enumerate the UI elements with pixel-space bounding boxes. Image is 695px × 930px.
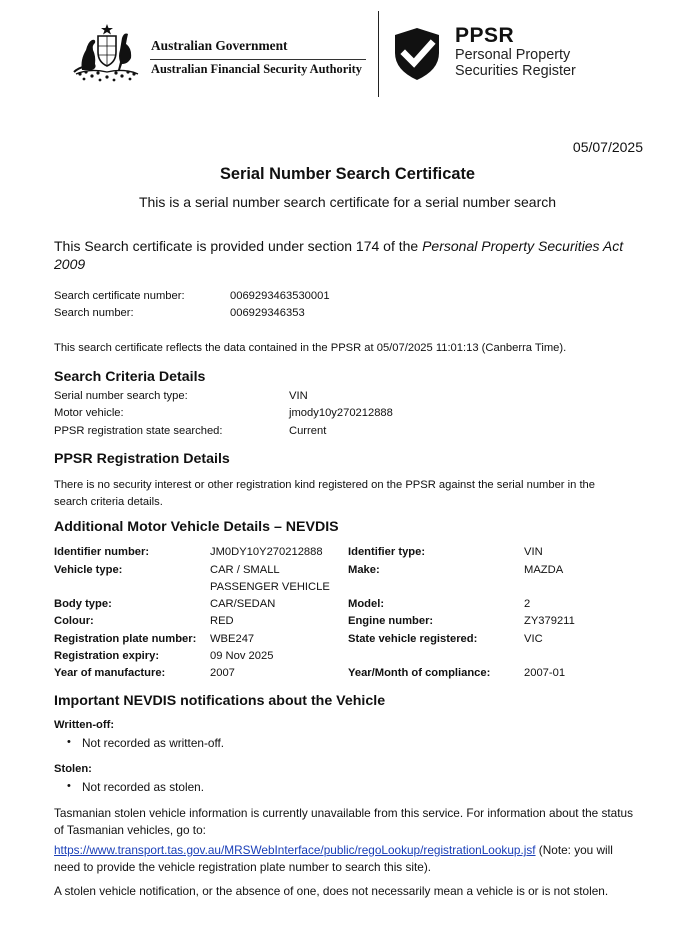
nevdis-value: 2007 bbox=[210, 667, 235, 679]
nevdis-value: VIC bbox=[524, 633, 543, 645]
intro-paragraph bbox=[54, 237, 654, 273]
shield-check-icon bbox=[391, 26, 443, 82]
nevdis-label: Engine number: bbox=[348, 615, 434, 627]
nevdis-label: Body type: bbox=[54, 598, 112, 610]
nevdis-value: MAZDA bbox=[524, 564, 564, 576]
nevdis-value: WBE247 bbox=[210, 633, 255, 645]
criteria-label: Motor vehicle: bbox=[54, 407, 124, 419]
nevdis-value: CAR/SEDAN bbox=[210, 598, 276, 610]
ppsr-line2: Securities Register bbox=[455, 63, 576, 79]
nevdis-label: State vehicle registered: bbox=[348, 633, 478, 645]
tas-note: (Note: you will bbox=[535, 843, 613, 857]
nevdis-value: RED bbox=[210, 615, 234, 627]
list-item: • Not recorded as stolen. bbox=[54, 780, 204, 794]
search-number-value: 006929346353 bbox=[230, 307, 305, 319]
nevdis-value: JM0DY10Y270212888 bbox=[210, 546, 323, 558]
agency-name: Australian Financial Security Authority bbox=[151, 62, 362, 76]
certificate-date: 05/07/2025 bbox=[572, 139, 643, 155]
registration-line: search criteria details. bbox=[54, 496, 163, 508]
intro-text: This Search certificate is provided under section 174 of the bbox=[54, 238, 423, 254]
nevdis-value: CAR / SMALL bbox=[210, 564, 280, 576]
nevdis-label: Registration expiry: bbox=[54, 650, 160, 662]
cert-number-value: 0069293463530001 bbox=[230, 290, 330, 302]
nevdis-label: Year/Month of compliance: bbox=[348, 667, 491, 679]
logo-divider bbox=[150, 59, 366, 60]
nevdis-label: Model: bbox=[348, 598, 385, 610]
page-subtitle: This is a serial number search certificate for a serial number search bbox=[138, 194, 557, 210]
ppsr-acronym: PPSR bbox=[455, 24, 515, 47]
tas-line: of Tasmanian vehicles, go to: bbox=[54, 823, 206, 837]
header-divider bbox=[378, 11, 379, 97]
list-item: • Not recorded as written-off. bbox=[54, 736, 224, 750]
nevdis-label: Year of manufacture: bbox=[54, 667, 166, 679]
nevdis-label: Identifier type: bbox=[348, 546, 426, 558]
ppsr-line1: Personal Property bbox=[455, 47, 571, 63]
act-year: 2009 bbox=[54, 256, 86, 272]
tas-line: Tasmanian stolen vehicle information is currently unavailable from this service. For information about the status bbox=[54, 806, 633, 820]
gov-crest bbox=[70, 22, 144, 84]
written-off-label: Written-off: bbox=[54, 719, 115, 731]
act-name: Personal Property Securities Act bbox=[422, 238, 624, 254]
nevdis-value: PASSENGER VEHICLE bbox=[210, 581, 330, 593]
criteria-label: PPSR registration state searched: bbox=[54, 425, 223, 437]
gov-name: Australian Government bbox=[151, 38, 288, 53]
commonwealth-coat-of-arms-icon bbox=[70, 22, 144, 84]
criteria-heading: Search Criteria Details bbox=[54, 369, 206, 385]
notifications-heading: Important NEVDIS notifications about the Vehicle bbox=[54, 693, 386, 709]
criteria-label: Serial number search type: bbox=[54, 390, 188, 402]
nevdis-value: ZY379211 bbox=[524, 615, 575, 627]
nevdis-label: Identifier number: bbox=[54, 546, 150, 558]
tasmania-lookup-link[interactable]: https://www.transport.tas.gov.au/MRSWebInterface/public/regoLookup/registrationLookup.jsf bbox=[54, 843, 536, 857]
criteria-value: jmody10y270212888 bbox=[289, 407, 393, 419]
written-off-list bbox=[54, 736, 224, 750]
tasmania-paragraph bbox=[54, 805, 654, 839]
registration-text bbox=[54, 477, 595, 511]
criteria-value: VIN bbox=[289, 390, 308, 402]
nevdis-heading: Additional Motor Vehicle Details – NEVDIS bbox=[54, 519, 339, 535]
stolen-list bbox=[54, 780, 204, 794]
registration-line: There is no security interest or other registration kind registered on the PPSR against the serial number in the bbox=[54, 479, 596, 491]
search-number-label: Search number: bbox=[54, 307, 134, 319]
nevdis-value: 2007-01 bbox=[524, 667, 566, 679]
tas-note: need to provide the vehicle registration plate number to search this site). bbox=[54, 860, 432, 874]
nevdis-label: Colour: bbox=[54, 615, 94, 627]
reflects-text: This search certificate reflects the data contained in the PPSR at 05/07/2025 11:01:13 (Canberra Time). bbox=[54, 342, 567, 354]
nevdis-label: Registration plate number: bbox=[54, 633, 197, 645]
stolen-label: Stolen: bbox=[54, 763, 92, 775]
disclaimer-text: A stolen vehicle notification, or the absence of one, does not necessarily mean a vehicle is or is not stolen. bbox=[54, 884, 609, 898]
tasmania-link-paragraph bbox=[54, 842, 674, 876]
nevdis-value: VIN bbox=[524, 546, 543, 558]
nevdis-label: Make: bbox=[348, 564, 380, 576]
registration-heading: PPSR Registration Details bbox=[54, 451, 230, 467]
ppsr-logo bbox=[391, 26, 443, 82]
nevdis-value: 09 Nov 2025 bbox=[210, 650, 274, 662]
page-title: Serial Number Search Certificate bbox=[219, 165, 476, 183]
criteria-value: Current bbox=[289, 425, 327, 437]
cert-number-label: Search certificate number: bbox=[54, 290, 185, 302]
nevdis-label: Vehicle type: bbox=[54, 564, 123, 576]
nevdis-value: 2 bbox=[524, 598, 531, 610]
